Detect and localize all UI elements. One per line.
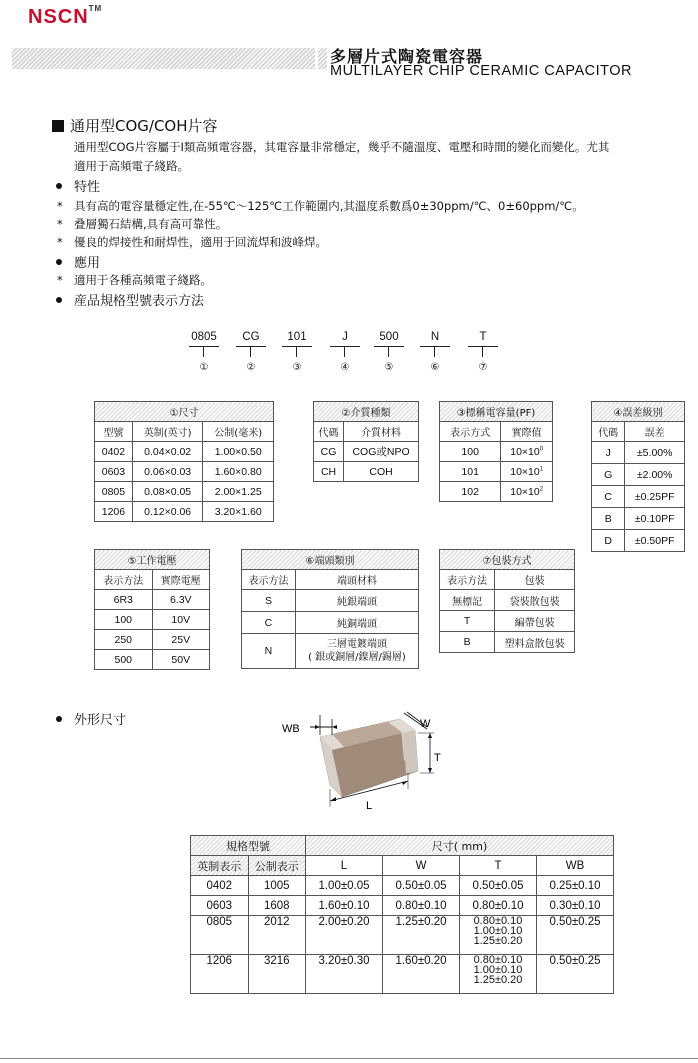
table-header: 表示方式	[440, 422, 501, 442]
table-header: 英制表示	[191, 856, 249, 876]
features-heading: 特性	[56, 176, 100, 195]
table-row: 500 50V	[95, 650, 210, 670]
code-num: ⑤	[384, 362, 394, 373]
table-title: ⑦包裝方式	[440, 550, 575, 570]
table-row: 1206 0.12×0.06 3.20×1.60	[95, 502, 274, 522]
application-heading: 應用	[56, 252, 100, 271]
code-tick	[236, 346, 266, 357]
table-row: C 純銅端頭	[242, 612, 419, 634]
table-row: CG COG或NPO	[314, 442, 419, 462]
code-tick	[468, 346, 498, 357]
title-chinese: 多層片式陶瓷電容器	[330, 47, 484, 66]
table-row: S 純銀端頭	[242, 590, 419, 612]
table-row: 6R3 6.3V	[95, 590, 210, 610]
part-number-heading: 産品規格型號表示方法	[56, 290, 204, 309]
code-num: ④	[340, 362, 350, 373]
code-capacitance: 101	[287, 331, 307, 343]
table-row: C ±0.25PF	[592, 486, 685, 508]
table-row: 250 25V	[95, 630, 210, 650]
table-row: 無標記 袋裝散包裝	[440, 590, 575, 611]
table-header: 實際值	[501, 422, 553, 442]
feature-item: * 具有高的電容量穩定性,在-55℃～125℃工作範圍内,其溫度系數爲0±30ppm/℃、0±60ppm/℃。	[57, 199, 584, 213]
table-row: 0603 0.06×0.03 1.60×0.80	[95, 462, 274, 482]
table-row: B 塑料盒散包裝	[440, 632, 575, 653]
bullet-dot-icon	[56, 716, 62, 722]
chip-dimension-drawing	[270, 705, 450, 815]
table-header: 公制表示	[248, 856, 306, 876]
table-title: ⑤工作電壓	[95, 550, 210, 570]
table-row: 0402 1005 1.00±0.05 0.50±0.05 0.50±0.05 0.25±0.10	[191, 876, 614, 896]
application-item: * 適用于各種高頻電子綫路。	[57, 273, 212, 287]
code-dielectric: CG	[242, 331, 260, 343]
table-title: ①尺寸	[95, 402, 274, 422]
table-row: J ±5.00%	[592, 442, 685, 464]
brand-logo: NSCN™	[28, 4, 103, 28]
table-header: 代碼	[314, 422, 344, 442]
table-title: ②介質種類	[314, 402, 419, 422]
label-w: W	[420, 718, 431, 730]
square-bullet-icon	[52, 120, 64, 132]
table-row: 100 10V	[95, 610, 210, 630]
voltage-table	[94, 549, 210, 670]
label-l: L	[366, 800, 373, 812]
table-row: 102 $10\times 10^2$	[440, 482, 553, 502]
table-header: 尺寸( mm)	[306, 836, 614, 856]
code-tick	[189, 346, 219, 357]
title-english: MULTILAYER CHIP CERAMIC CAPACITOR	[330, 63, 632, 79]
dielectric-table	[313, 401, 419, 482]
table-row: T 編帶包裝	[440, 611, 575, 632]
table-header: 型號	[95, 422, 133, 442]
footer-divider	[0, 1058, 698, 1059]
bullet-dot-icon	[56, 183, 62, 189]
table-header: 誤差	[625, 422, 685, 442]
size-table	[94, 401, 274, 522]
table-header: L	[306, 856, 383, 876]
table-header: 端頭材料	[295, 570, 418, 590]
bullet-dot-icon	[56, 259, 62, 265]
code-voltage: 500	[379, 331, 399, 343]
table-row: 0603 1608 1.60±0.10 0.80±0.10 0.80±0.10 0.30±0.10	[191, 896, 614, 916]
label-t: T	[434, 752, 441, 764]
table-header: 表示方法	[242, 570, 296, 590]
code-num: ⑦	[478, 362, 488, 373]
table-header: T	[460, 856, 537, 876]
tolerance-table	[591, 401, 685, 552]
table-row: G ±2.00%	[592, 464, 685, 486]
table-row: 0805 2012 2.00±0.20 1.25±0.20 0.80±0.10 1.00±0.10 1.25±0.20 0.50±0.25	[191, 916, 614, 955]
table-row: D ±0.50PF	[592, 530, 685, 552]
table-row: CH COH	[314, 462, 419, 482]
table-row: 1206 3216 3.20±0.30 1.60±0.20 0.80±0.10 1.00±0.10 1.25±0.20 0.50±0.25	[191, 955, 614, 994]
dimensions-heading: 外形尺寸	[56, 709, 126, 728]
code-size: 0805	[191, 331, 217, 343]
table-header: 表示方法	[95, 570, 153, 590]
packaging-table	[439, 549, 575, 653]
code-tick	[330, 346, 360, 357]
table-header: WB	[537, 856, 614, 876]
code-tick	[374, 346, 404, 357]
bullet-dot-icon	[56, 297, 62, 303]
section-title: 通用型COG/COH片容	[52, 115, 218, 136]
table-header: 公制(毫米)	[203, 422, 274, 442]
table-title: ③標稱電容量(PF)	[440, 402, 553, 422]
table-row: 0805 0.08×0.05 2.00×1.25	[95, 482, 274, 502]
feature-item: * 叠層獨石結構,具有高可靠性。	[57, 217, 228, 231]
label-wb: WB	[282, 723, 300, 735]
table-header: 表示方法	[440, 570, 495, 590]
table-header: 英制(英寸)	[132, 422, 203, 442]
table-header: 實際電壓	[152, 570, 210, 590]
trademark: TM	[88, 4, 103, 13]
intro-line-1: 通用型COG片容屬于Ⅰ類高頻電容器，其電容量非常穩定，幾乎不隨溫度、電壓和時間的變化而變化。尤其	[74, 140, 610, 154]
table-title: ④誤差級別	[592, 402, 685, 422]
capacitance-table	[439, 401, 553, 502]
code-packaging: T	[479, 331, 487, 343]
code-num: ③	[292, 362, 302, 373]
code-num: ②	[246, 362, 256, 373]
code-num: ⑥	[430, 362, 440, 373]
table-row: B ±0.10PF	[592, 508, 685, 530]
table-title: ⑥端頭類別	[242, 550, 419, 570]
table-header: 代碼	[592, 422, 625, 442]
table-header: 規格型號	[191, 836, 306, 856]
header-hatch-bar	[12, 48, 315, 69]
table-row: 101 $10\times 10^1$	[440, 462, 553, 482]
intro-line-2: 適用于高頻電子綫路。	[74, 159, 189, 173]
code-tick	[420, 346, 450, 357]
header-hatch-bar-small	[318, 48, 327, 69]
feature-item: * 優良的焊接性和耐焊性，適用于回流焊和波峰焊。	[57, 235, 327, 249]
table-row: N 三層電鍍端頭 ( 銀或銅層/鎳層/錫層)	[242, 634, 419, 669]
table-row: 100 $10\times 10^0$	[440, 442, 553, 462]
termination-table	[241, 549, 419, 669]
code-tick	[282, 346, 312, 357]
code-num: ①	[199, 362, 209, 373]
dimension-table	[190, 835, 614, 994]
code-termination: N	[430, 331, 440, 343]
table-header: 介質材料	[344, 422, 419, 442]
table-row: 0402 0.04×0.02 1.00×0.50	[95, 442, 274, 462]
table-header: 包裝	[495, 570, 575, 590]
table-header: W	[383, 856, 460, 876]
code-tolerance: J	[342, 331, 348, 343]
